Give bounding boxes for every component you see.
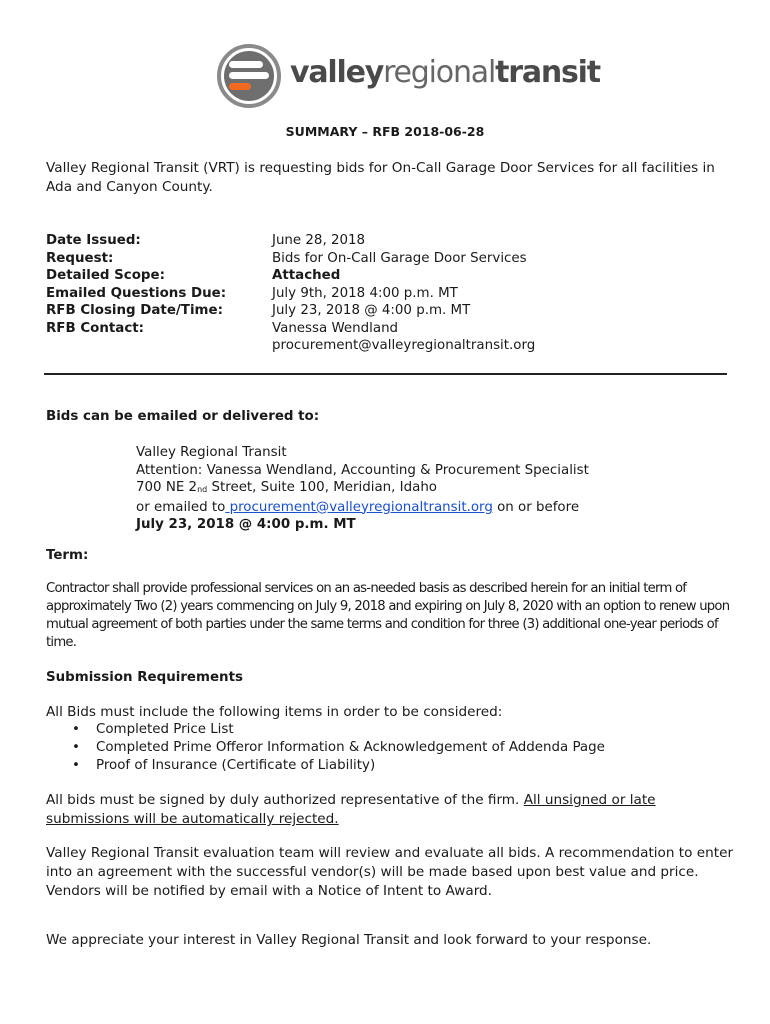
request-label: Request:: [46, 250, 114, 266]
closing-label: RFB Closing Date/Time:: [46, 303, 223, 318]
address-line-email: or emailed to procurement@valleyregionaltransit.org on or before: [136, 499, 580, 515]
list-item: • Completed Price List: [70, 721, 605, 739]
date-issued-label: Date Issued:: [46, 233, 141, 248]
address-line-street: 700 NE $2_{nd}$ Street, Suite 100, Meridian, Idaho: [136, 480, 437, 495]
procurement-email-link[interactable]: procurement@valleyregionaltransit.org: [225, 499, 493, 515]
date-issued-value: June 28, 2018: [272, 233, 366, 248]
signature-requirement: All bids must be signed by duly authorized representative of the firm. All unsigned or late submissions will be automatically rejected.: [46, 792, 656, 827]
term-paragraph: Contractor shall provide professional services on an as-needed basis as described herein for an initial term of approximately Two (2) years commencing on July 9, 2018 and expiring on July 8, 2020 with an option to renew upon mutual agreement of both parties under the same terms and condition for three (3) additional one-year periods of time.: [46, 581, 730, 650]
vrt-logo-wordmark: [290, 55, 600, 90]
delivery-address: [136, 444, 589, 534]
vrt-logo: [216, 43, 600, 111]
scope-label: Detailed Scope:: [46, 268, 165, 283]
rejection-notice: All unsigned or late submissions will be automatically rejected.: [46, 792, 656, 827]
submission-heading: Submission Requirements: [46, 670, 243, 685]
submission-items-list: [70, 721, 605, 775]
document-title: SUMMARY – RFB 2018-06-28: [285, 124, 485, 139]
list-item: • Proof of Insurance (Certificate of Liability): [70, 757, 605, 775]
contact-name: Vanessa Wendland: [272, 320, 399, 336]
questions-value: July 9th, 2018 4:00 p.m. MT: [272, 285, 458, 301]
contact-email: procurement@valleyregionaltransit.org: [272, 338, 536, 353]
list-item: • Completed Prime Offeror Information & Acknowledgement of Addenda Page: [70, 739, 605, 757]
evaluation-paragraph: Valley Regional Transit evaluation team will review and evaluate all bids. A recommendation to enter into an agreement with the successful vendor(s) will be made based upon best value and price. Vendors will be notified by email with a Notice of Intent to Award.: [46, 845, 734, 899]
vrt-logo-mark-icon: [216, 43, 282, 109]
intro-paragraph: Valley Regional Transit (VRT) is requesting bids for On-Call Garage Door Services for all facilities in Ada and Canyon County.: [46, 160, 715, 195]
logo-word-valley: valley: [290, 55, 384, 90]
contact-label: RFB Contact:: [46, 320, 145, 336]
address-line-org: Valley Regional Transit: [136, 445, 287, 460]
section-divider: [44, 373, 727, 375]
closing-value: July 23, 2018 @ 4:00 p.m. MT: [272, 303, 471, 318]
bids-heading: Bids can be emailed or delivered to:: [46, 409, 320, 424]
address-deadline: July 23, 2018 @ 4:00 p.m. MT: [136, 517, 356, 532]
address-line-attention: Attention: Vanessa Wendland, Accounting & Procurement Specialist: [136, 462, 589, 478]
questions-label: Emailed Questions Due:: [46, 285, 227, 301]
term-heading: Term:: [46, 548, 89, 563]
request-value: Bids for On-Call Garage Door Services: [272, 250, 527, 266]
logo-word-regional: regional: [383, 55, 496, 90]
logo-word-transit: transit: [495, 55, 600, 90]
submission-intro: All Bids must include the following items in order to be considered:: [46, 704, 503, 720]
closing-paragraph: We appreciate your interest in Valley Regional Transit and look forward to your response.: [46, 932, 652, 948]
scope-value: Attached: [272, 268, 341, 283]
